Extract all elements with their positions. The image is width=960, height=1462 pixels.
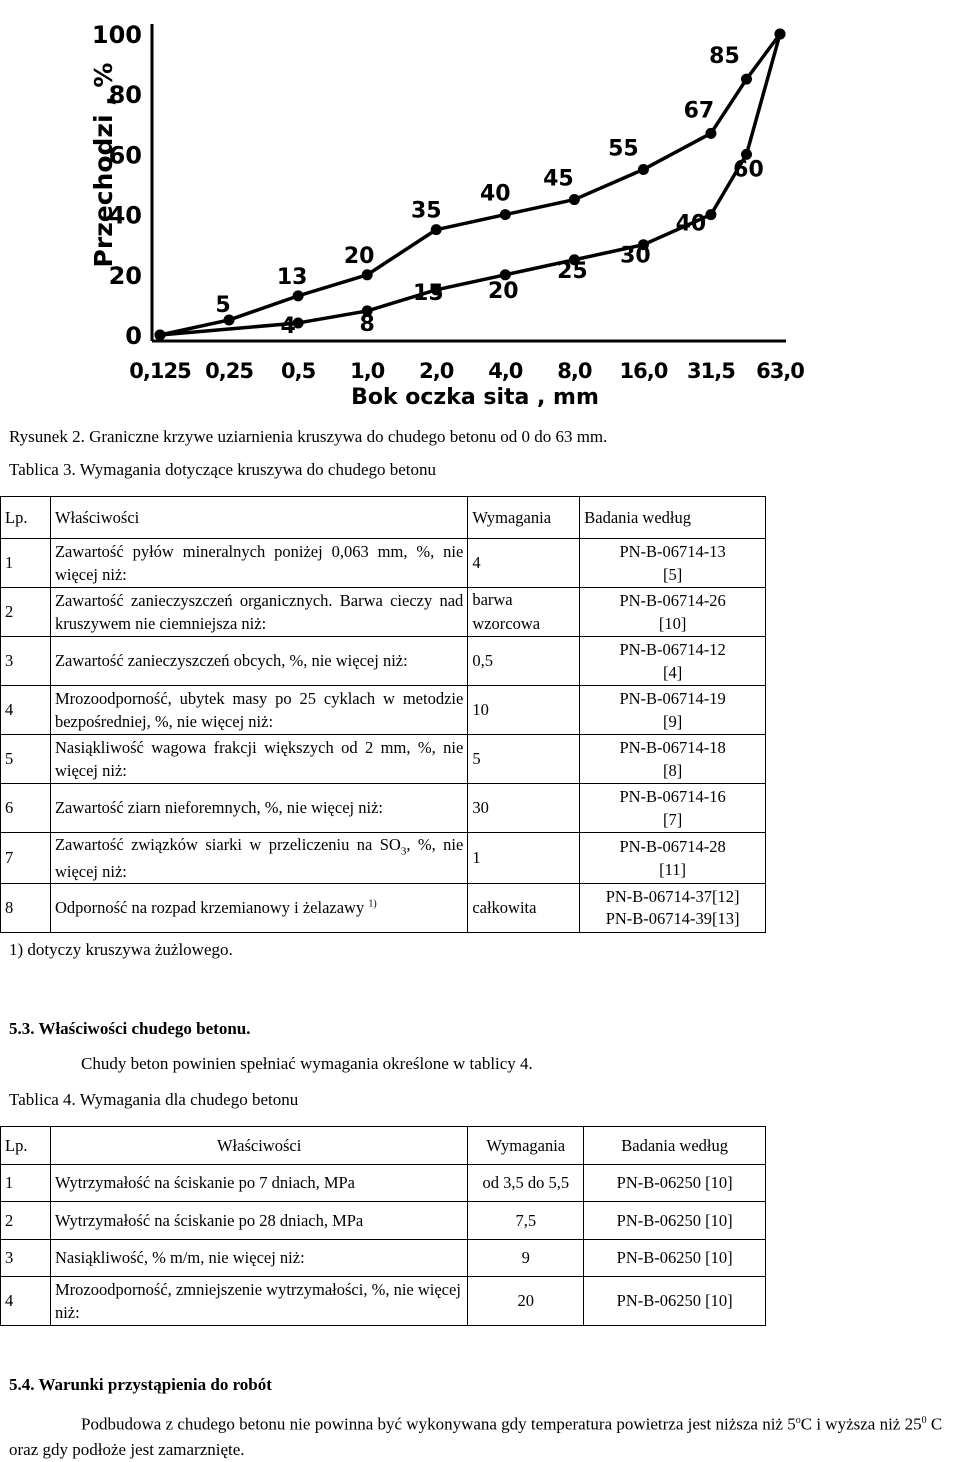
row-test-reference: [8] bbox=[663, 761, 683, 780]
row-property: Wytrzymałość na ściskanie po 28 dniach, MPa bbox=[50, 1202, 467, 1240]
row-test bbox=[580, 686, 766, 735]
row-requirement: 1 bbox=[468, 833, 580, 884]
data-point bbox=[362, 269, 373, 280]
data-label: 40 bbox=[480, 181, 511, 207]
row-number: 3 bbox=[1, 1240, 51, 1277]
table4-header-prop: Właściwości bbox=[50, 1127, 467, 1165]
table-row bbox=[1, 833, 766, 884]
row-test-standard: PN-B-06714-19 bbox=[619, 688, 726, 708]
section-5-3-body: Chudy beton powinien spełniać wymagania określone w tablicy 4. bbox=[81, 1054, 533, 1073]
row-number: 1 bbox=[1, 539, 51, 588]
data-label: 8 bbox=[359, 311, 375, 337]
data-point bbox=[431, 224, 442, 235]
y-tick-label: 100 bbox=[91, 21, 142, 49]
row-property: Nasiąkliwość, % m/m, nie więcej niż: bbox=[50, 1240, 467, 1277]
y-tick-label: 80 bbox=[108, 81, 142, 110]
data-point bbox=[293, 290, 304, 301]
row-test bbox=[580, 784, 766, 833]
series-line bbox=[160, 34, 780, 335]
table4 bbox=[0, 1126, 766, 1326]
table3-header-req: Wymagania bbox=[468, 497, 580, 539]
row-test-standard: PN-B-06714-28 bbox=[619, 836, 726, 856]
row-test-standard: PN-B-06714-37[12] bbox=[605, 887, 740, 907]
row-property: Wytrzymałość na ściskanie po 7 dniach, MPa bbox=[50, 1165, 467, 1202]
y-tick-label: 0 bbox=[125, 322, 142, 350]
data-point bbox=[705, 128, 716, 139]
row-property: Zawartość ziarn nieforemnych, %, nie więcej niż: bbox=[50, 784, 467, 833]
table-row bbox=[1, 1277, 766, 1326]
row-test bbox=[580, 588, 766, 637]
table3 bbox=[0, 496, 766, 933]
degree-sign-2: 0 bbox=[921, 1415, 927, 1426]
row-requirement: 10 bbox=[468, 686, 580, 735]
table3-footnote: 1) dotyczy kruszywa żużlowego. bbox=[9, 940, 233, 959]
row-requirement: 0,5 bbox=[468, 637, 580, 686]
row-test-standard: PN-B-06714-18 bbox=[619, 737, 726, 757]
x-tick-label: 0,5 bbox=[281, 359, 316, 383]
data-label: 20 bbox=[343, 243, 375, 269]
table-row bbox=[1, 539, 766, 588]
row-property bbox=[50, 833, 467, 884]
data-label: 5 bbox=[215, 292, 231, 318]
section-5-4-body bbox=[9, 1408, 955, 1462]
row-requirement: od 3,5 do 5,5 bbox=[468, 1165, 584, 1202]
row-number: 6 bbox=[1, 784, 51, 833]
row-test bbox=[580, 735, 766, 784]
row-test-reference: [7] bbox=[663, 810, 683, 829]
row-test-reference: [10] bbox=[658, 614, 687, 633]
row-number: 4 bbox=[1, 1277, 51, 1326]
data-label: 67 bbox=[683, 98, 715, 124]
row-test-standard: PN-B-06714-12 bbox=[619, 639, 726, 659]
data-label: 30 bbox=[620, 243, 651, 269]
row-test: PN-B-06250 [10] bbox=[584, 1240, 766, 1277]
row-property bbox=[50, 883, 467, 932]
row-number: 7 bbox=[1, 833, 51, 884]
data-label: 25 bbox=[557, 258, 588, 284]
section-5-4-text-mid: C i wyższa niż 25 bbox=[800, 1414, 922, 1434]
row-requirement: 7,5 bbox=[468, 1202, 584, 1240]
row-requirement: 20 bbox=[468, 1277, 584, 1326]
row-requirement: 9 bbox=[468, 1240, 584, 1277]
row-test-reference: [5] bbox=[663, 565, 683, 584]
x-axis-label: Bok oczka sita , mm bbox=[351, 385, 599, 410]
row-requirement: barwa wzorcowa bbox=[468, 588, 580, 637]
row-number: 2 bbox=[1, 1202, 51, 1240]
row-property-text: Odporność na rozpad krzemianowy i żelazawy bbox=[54, 898, 365, 918]
data-label: 60 bbox=[733, 157, 764, 183]
row-number: 8 bbox=[1, 883, 51, 932]
section-5-4-text-end: C oraz gdy podłoże jest zamarznięte. bbox=[9, 1414, 943, 1459]
table-row bbox=[1, 686, 766, 735]
row-requirement: 4 bbox=[468, 539, 580, 588]
row-property: Nasiąkliwość wagowa frakcji większych od 2 mm, %, nie więcej niż: bbox=[50, 735, 467, 784]
data-point bbox=[638, 164, 649, 175]
row-test-reference: [9] bbox=[663, 712, 683, 731]
table-row bbox=[1, 784, 766, 833]
series-line bbox=[160, 34, 780, 335]
row-number: 3 bbox=[1, 637, 51, 686]
row-number: 5 bbox=[1, 735, 51, 784]
data-label: 55 bbox=[608, 136, 639, 162]
table4-title: Tablica 4. Wymagania dla chudego betonu bbox=[9, 1090, 299, 1109]
row-number: 4 bbox=[1, 686, 51, 735]
row-test-standard: PN-B-06714-13 bbox=[619, 541, 726, 561]
row-property: Zawartość zanieczyszczeń organicznych. Barwa cieczy nad kruszywem nie ciemniejsza niż: bbox=[50, 588, 467, 637]
data-point bbox=[155, 330, 166, 341]
table-row bbox=[1, 588, 766, 637]
table-row bbox=[1, 883, 766, 932]
data-label: 4 bbox=[280, 313, 296, 339]
data-label: 15 bbox=[412, 280, 444, 306]
table3-header-row bbox=[1, 497, 766, 539]
row-test bbox=[580, 637, 766, 686]
row-test bbox=[580, 883, 766, 932]
y-tick-label: 40 bbox=[108, 201, 142, 230]
data-point bbox=[741, 74, 752, 85]
table-row bbox=[1, 637, 766, 686]
row-test-reference: [4] bbox=[663, 663, 683, 682]
data-label: 45 bbox=[543, 166, 574, 192]
row-property-text: Zawartość związków siarki w przeliczeniu na SO bbox=[54, 835, 401, 854]
degree-sign: o bbox=[795, 1415, 801, 1426]
figure-caption: Rysunek 2. Graniczne krzywe uziarnienia kruszywa do chudego betonu od 0 do 63 mm. bbox=[9, 427, 608, 446]
row-property-text-end: , %, nie więcej niż: bbox=[54, 835, 464, 881]
section-5-4-text: Podbudowa z chudego betonu nie powinna być wykonywana gdy temperatura powietrza jest niższa niż 5 bbox=[81, 1414, 796, 1434]
table4-header-lp: Lp. bbox=[1, 1127, 51, 1165]
chart-axes bbox=[152, 24, 786, 341]
y-tick-label: 20 bbox=[108, 261, 142, 290]
table3-title: Tablica 3. Wymagania dotyczące kruszywa do chudego betonu bbox=[9, 460, 437, 479]
table3-header-test: Badania według bbox=[580, 497, 766, 539]
data-point bbox=[705, 209, 716, 220]
row-test-standard-2: PN-B-06714-39[13] bbox=[605, 908, 740, 928]
x-tick-label: 16,0 bbox=[619, 359, 668, 383]
y-tick-label: 60 bbox=[108, 141, 142, 170]
x-tick-label: 31,5 bbox=[687, 359, 735, 383]
x-tick-label: 2,0 bbox=[419, 359, 454, 383]
x-tick-label: 63,0 bbox=[756, 359, 804, 383]
row-test-reference: [11] bbox=[659, 859, 687, 879]
row-requirement: 5 bbox=[468, 735, 580, 784]
data-label: 35 bbox=[410, 198, 442, 224]
table-row bbox=[1, 1202, 766, 1240]
y-axis-label: Przechodzi , % bbox=[89, 62, 118, 268]
row-property: Mrozoodporność, zmniejszenie wytrzymałości, %, nie więcej niż: bbox=[50, 1277, 467, 1326]
data-label: 40 bbox=[675, 211, 707, 237]
row-property: Zawartość pyłów mineralnych poniżej 0,063 mm, %, nie więcej niż: bbox=[50, 539, 467, 588]
table-row bbox=[1, 735, 766, 784]
x-tick-label: 8,0 bbox=[557, 359, 592, 383]
x-tick-label: 0,25 bbox=[205, 359, 253, 383]
chart-series bbox=[155, 29, 786, 341]
x-tick-label: 4,0 bbox=[488, 359, 523, 383]
x-tick-label: 0,125 bbox=[129, 359, 191, 383]
table3-header-lp: Lp. bbox=[1, 497, 51, 539]
section-5-3-heading: 5.3. Właściwości chudego betonu. bbox=[9, 1019, 251, 1038]
row-test: PN-B-06250 [10] bbox=[584, 1165, 766, 1202]
row-test: PN-B-06250 [10] bbox=[584, 1277, 766, 1326]
data-point bbox=[775, 29, 786, 40]
row-test bbox=[580, 833, 766, 884]
data-point bbox=[569, 194, 580, 205]
grading-curves-chart bbox=[80, 10, 810, 410]
data-label: 20 bbox=[488, 278, 519, 304]
section-5-4-heading: 5.4. Warunki przystąpienia do robót bbox=[9, 1375, 272, 1394]
row-test: PN-B-06250 [10] bbox=[584, 1202, 766, 1240]
table4-header-row bbox=[1, 1127, 766, 1165]
table-row bbox=[1, 1240, 766, 1277]
x-tick-label: 1,0 bbox=[350, 359, 385, 383]
row-number: 1 bbox=[1, 1165, 51, 1202]
table-row bbox=[1, 1165, 766, 1202]
data-label: 13 bbox=[276, 264, 308, 290]
row-requirement: 30 bbox=[468, 784, 580, 833]
table4-header-req: Wymagania bbox=[468, 1127, 584, 1165]
footnote-marker: 1) bbox=[368, 898, 377, 910]
data-point bbox=[500, 209, 511, 220]
table4-header-test: Badania według bbox=[584, 1127, 766, 1165]
row-test-standard: PN-B-06714-16 bbox=[619, 786, 726, 806]
row-test bbox=[580, 539, 766, 588]
row-number: 2 bbox=[1, 588, 51, 637]
table3-header-prop: Właściwości bbox=[50, 497, 467, 539]
row-test-standard: PN-B-06714-26 bbox=[619, 590, 726, 610]
row-requirement: całkowita bbox=[468, 883, 580, 932]
data-label: 85 bbox=[709, 44, 740, 70]
row-property: Zawartość zanieczyszczeń obcych, %, nie więcej niż: bbox=[50, 637, 467, 686]
row-property-subscript: 3 bbox=[400, 845, 407, 858]
row-property: Mrozoodporność, ubytek masy po 25 cyklach w metodzie bezpośredniej, %, nie więcej niż: bbox=[50, 686, 467, 735]
x-tick-labels bbox=[129, 359, 804, 383]
